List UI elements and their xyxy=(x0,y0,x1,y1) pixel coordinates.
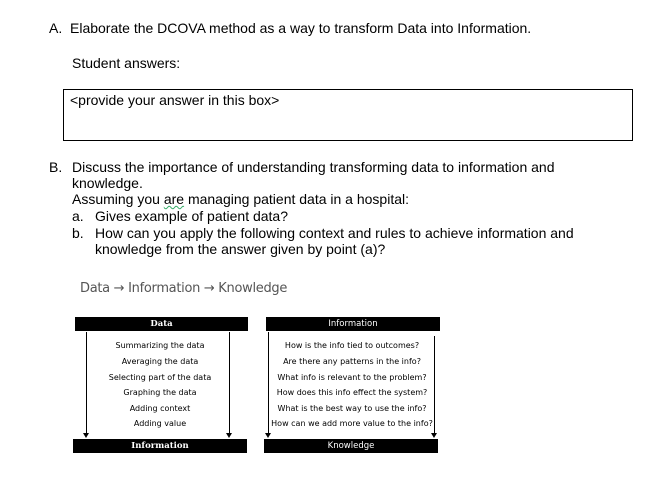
flow-title: Data → Information → Knowledge xyxy=(80,281,288,296)
right-item: What is the best way to use the info? xyxy=(277,404,427,413)
left-item: Summarizing the data xyxy=(115,341,205,350)
sub-b-marker: b. xyxy=(72,225,84,241)
line3-post: managing patient data in a hospital: xyxy=(184,191,409,207)
left-item: Adding context xyxy=(129,404,191,413)
sub-b-text2: knowledge from the answer given by point (a)? xyxy=(95,241,386,257)
sub-b-text: How can you apply the following context and rules to achieve information and xyxy=(95,225,574,241)
question-b-marker: B. xyxy=(49,159,63,175)
right-item: How can we add more value to the info? xyxy=(271,419,433,428)
right-item: Are there any patterns in the info? xyxy=(283,357,421,366)
left-bottom-bar: Information xyxy=(73,439,247,453)
right-bottom-bar: Knowledge xyxy=(264,439,438,453)
question-b-line1: Discuss the importance of understanding transforming data to information and xyxy=(72,159,555,175)
sub-a-text: Gives example of patient data? xyxy=(95,208,289,224)
question-b-line3 xyxy=(72,191,409,207)
answer-box[interactable] xyxy=(63,89,633,141)
right-item: How is the info tied to outcomes? xyxy=(284,341,420,350)
right-item: How does this info effect the system? xyxy=(276,388,428,397)
question-b-line2: knowledge. xyxy=(72,175,143,191)
question-a-text: Elaborate the DCOVA method as a way to transform Data into Information. xyxy=(70,20,532,36)
left-item: Graphing the data xyxy=(123,388,197,397)
left-item: Selecting part of the data xyxy=(108,373,212,382)
right-top-bar: Information xyxy=(266,317,440,331)
sub-a-marker: a. xyxy=(72,208,84,224)
spellcheck-word: are xyxy=(163,191,185,207)
line3-pre: Assuming you xyxy=(72,191,164,207)
right-item: What info is relevant to the problem? xyxy=(277,373,427,382)
left-item: Averaging the data xyxy=(121,357,199,366)
question-a-marker: A. xyxy=(49,20,63,36)
left-top-bar: Data xyxy=(75,317,248,331)
student-answers-label: Student answers: xyxy=(72,55,181,71)
answer-placeholder: <provide your answer in this box> xyxy=(70,92,280,108)
left-item: Adding value xyxy=(133,419,187,428)
